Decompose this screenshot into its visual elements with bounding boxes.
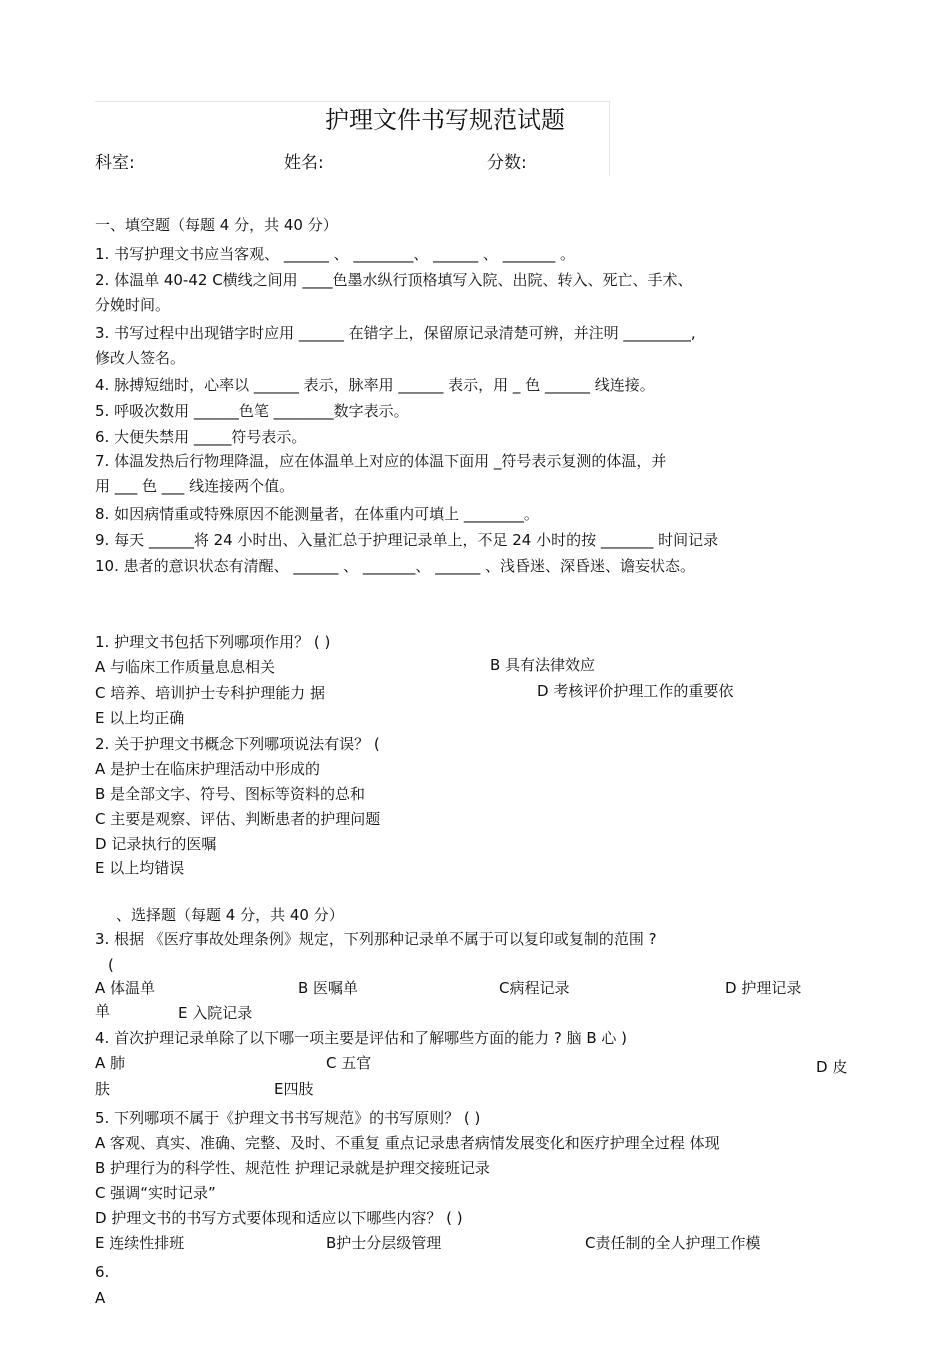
text-line: 分娩时间。	[95, 296, 171, 314]
text-line: 4. 首次护理记录单除了以下哪一项主要是评估和了解哪些方面的能力 ? 脑 B 心 )	[95, 1029, 628, 1047]
text-line: C病程记录	[499, 979, 570, 997]
text-line: D 护理文书的书写方式要体现和适应以下哪些内容？ ( )	[95, 1209, 463, 1227]
text-line: 、选择题（每题 4 分，共 40 分）	[116, 906, 344, 924]
text-line: 一、填空题（每题 4 分，共 40 分）	[95, 216, 338, 234]
text-line: E 连续性排班	[95, 1234, 185, 1252]
text-line: 4. 脉搏短绌时，心率以 ______ 表示，脉率用 ______ 表示，用 _ 色 ______ 线连接。	[95, 376, 655, 394]
text-line: E 入院记录	[178, 1004, 253, 1022]
text-line: 5. 呼吸次数用 ______色笔 ________数字表示。	[95, 402, 409, 420]
text-line: 5. 下列哪项不属于《护理文书书写规范》的书写原则？ ( )	[95, 1109, 481, 1127]
page-title: 护理文件书写规范试题	[325, 106, 565, 134]
text-line: (	[108, 956, 114, 974]
text-line: C责任制的全人护理工作模	[585, 1234, 761, 1252]
text-line: 肤	[95, 1080, 111, 1098]
text-line: A 与临床工作质量息息相关	[95, 658, 276, 676]
name-label: 姓名:	[284, 153, 324, 173]
text-line: D 护理记录	[725, 979, 802, 997]
text-line: 8. 如因病情重或特殊原因不能测量者，在体重内可填上 ________。	[95, 505, 539, 523]
text-line: 1. 护理文书包括下列哪项作用？ ( )	[95, 633, 331, 651]
text-line: A 是护士在临床护理活动中形成的	[95, 760, 321, 778]
text-line: D 考核评价护理工作的重要依	[537, 682, 734, 700]
text-line: 6.	[95, 1263, 110, 1281]
text-line: C 强调“实时记录”	[95, 1184, 216, 1202]
text-line: 9. 每天 ______将 24 小时出、入量汇总于护理记录单上，不足 24 小时的按 _______ 时间记录	[95, 531, 719, 549]
text-line: A 肺	[95, 1054, 126, 1072]
text-line: 单	[95, 1002, 111, 1020]
text-line: B 是全部文字、符号、图标等资料的总和	[95, 785, 366, 803]
text-line: 7. 体温发热后行物理降温，应在体温单上对应的体温下面用 _符号表示复测的体温，并	[95, 452, 667, 470]
text-line: 3. 根据 《医疗事故处理条例》规定，下列那种记录单不属于可以复印或复制的范围 ?	[95, 930, 657, 948]
text-line: C 培养、培训护士专科护理能力 据	[95, 684, 326, 702]
text-line: B 具有法律效应	[490, 656, 596, 674]
text-line: A	[95, 1289, 106, 1307]
text-line: C 主要是观察、评估、判断患者的护理问题	[95, 810, 381, 828]
score-label: 分数:	[487, 153, 527, 173]
text-line: B 护理行为的科学性、规范性 护理记录就是护理交接班记录	[95, 1159, 490, 1177]
text-line: 2. 关于护理文书概念下列哪项说法有误？ (	[95, 735, 380, 753]
text-line: E 以上均正确	[95, 709, 185, 727]
text-line: 修改人签名。	[95, 349, 186, 367]
text-line: 3. 书写过程中出现错字时应用 ______ 在错字上，保留原记录清楚可辨，并注明 _________,	[95, 324, 696, 342]
text-line: 2. 体温单 40-42 C横线之间用 ____色墨水纵行顶格填写入院、出院、转入、死亡、手术、	[95, 271, 693, 289]
text-line: E四肢	[274, 1080, 314, 1098]
department-label: 科室:	[95, 153, 135, 173]
text-line: 1. 书写护理文书应当客观、 ______ 、 ________、 ______ 、 _______ 。	[95, 245, 575, 263]
text-line: 用 ___ 色 ___ 线连接两个值。	[95, 477, 295, 495]
text-line: A 客观、真实、准确、完整、及时、不重复 重点记录患者病情发展变化和医疗护理全过程 体现	[95, 1134, 720, 1152]
text-line: B护士分层级管理	[326, 1234, 442, 1252]
text-line: D 记录执行的医嘱	[95, 835, 217, 853]
text-line: 6. 大便失禁用 _____符号表示。	[95, 428, 307, 446]
text-line: B 医嘱单	[298, 979, 359, 997]
text-line: C 五官	[326, 1054, 372, 1072]
text-line: E 以上均错误	[95, 859, 185, 877]
text-line: D 皮	[816, 1058, 848, 1076]
text-line: A 体温单	[95, 979, 156, 997]
text-line: 10. 患者的意识状态有清醒、 ______ 、 _______、 ______ 、浅昏迷、深昏迷、谵妄状态。	[95, 557, 695, 575]
